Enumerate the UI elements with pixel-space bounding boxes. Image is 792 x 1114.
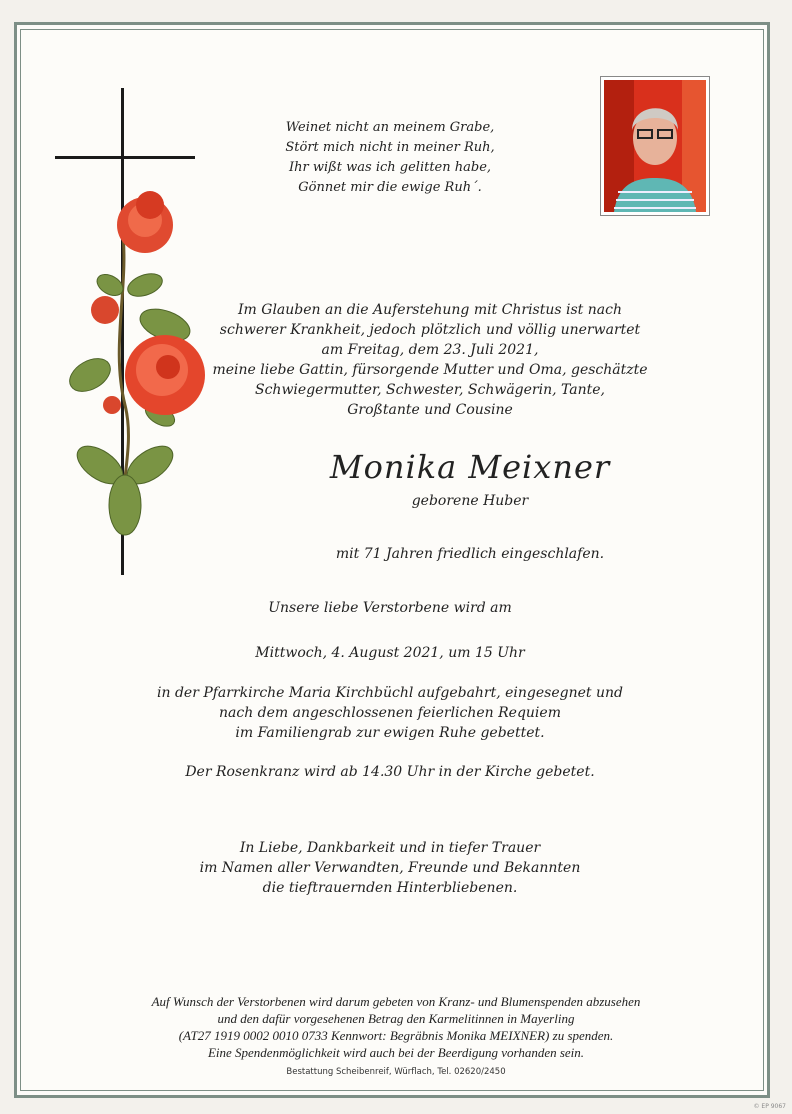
verse-line: Weinet nicht an meinem Grabe, — [285, 120, 495, 135]
verse-line: Ihr wißt was ich gelitten habe, — [288, 160, 492, 175]
portrait-photo — [600, 76, 710, 216]
verse-line: Stört mich nicht in meiner Ruh, — [285, 140, 495, 155]
verse-line: Gönnet mir die ewige Ruh´. — [298, 180, 482, 195]
verse — [240, 118, 540, 198]
announcement-line: Schwiegermutter, Schwester, Schwägerin, Tante, — [255, 382, 605, 398]
undertaker-contact: Bestattung Scheibenreif, Würflach, Tel. 02620/2450 — [286, 1067, 506, 1077]
portrait-icon — [604, 80, 706, 212]
funeral-details-line: nach dem angeschlossenen feierlichen Requiem — [219, 705, 561, 721]
funeral-details-line: im Familiengrab zur ewigen Ruhe gebettet. — [235, 725, 545, 741]
announcement-line: meine liebe Gattin, fürsorgende Mutter und Oma, geschätzte — [212, 362, 648, 378]
announcement-line: Großtante und Cousine — [347, 402, 513, 418]
announcement-line: am Freitag, dem 23. Juli 2021, — [321, 342, 539, 358]
announcement-line: schwerer Krankheit, jedoch plötzlich und völlig unerwartet — [219, 322, 641, 338]
donation-line: und den dafür vorgesehenen Betrag den Karmelitinnen in Mayerling — [217, 1011, 575, 1026]
rosary-notice: Der Rosenkranz wird ab 14.30 Uhr in der Kirche gebetet. — [185, 764, 595, 780]
funeral-details-line: in der Pfarrkirche Maria Kirchbüchl aufgebahrt, eingesegnet und — [157, 685, 623, 701]
age-line: mit 71 Jahren friedlich eingeschlafen. — [335, 546, 605, 562]
funeral-details — [70, 683, 710, 743]
maiden-name: geborene Huber — [411, 493, 529, 509]
deceased-name: Monika Meixner — [329, 448, 611, 486]
funeral-date: Mittwoch, 4. August 2021, um 15 Uhr — [255, 645, 525, 661]
donation-line: Eine Spendenmöglichkeit wird auch bei der Beerdigung vorhanden sein. — [207, 1045, 585, 1060]
closing-line: die tieftrauernden Hinterbliebenen. — [262, 880, 518, 896]
print-code: © EP 9067 — [753, 1103, 786, 1110]
announcement-text — [110, 300, 750, 420]
donation-notice — [50, 993, 742, 1061]
closing-line: im Namen aller Verwandten, Freunde und Bekannten — [199, 860, 581, 876]
announcement-line: Im Glauben an die Auferstehung mit Christus ist nach — [238, 302, 622, 318]
donation-line: Auf Wunsch der Verstorbenen wird darum gebeten von Kranz- und Blumenspenden abzusehen — [151, 994, 641, 1009]
donation-line: (AT27 1919 0002 0010 0733 Kennwort: Begräbnis Monika MEIXNER) zu spenden. — [178, 1028, 614, 1043]
funeral-intro: Unsere liebe Verstorbene wird am — [268, 600, 512, 616]
closing-text — [70, 838, 710, 898]
closing-line: In Liebe, Dankbarkeit und in tiefer Trauer — [239, 840, 541, 856]
